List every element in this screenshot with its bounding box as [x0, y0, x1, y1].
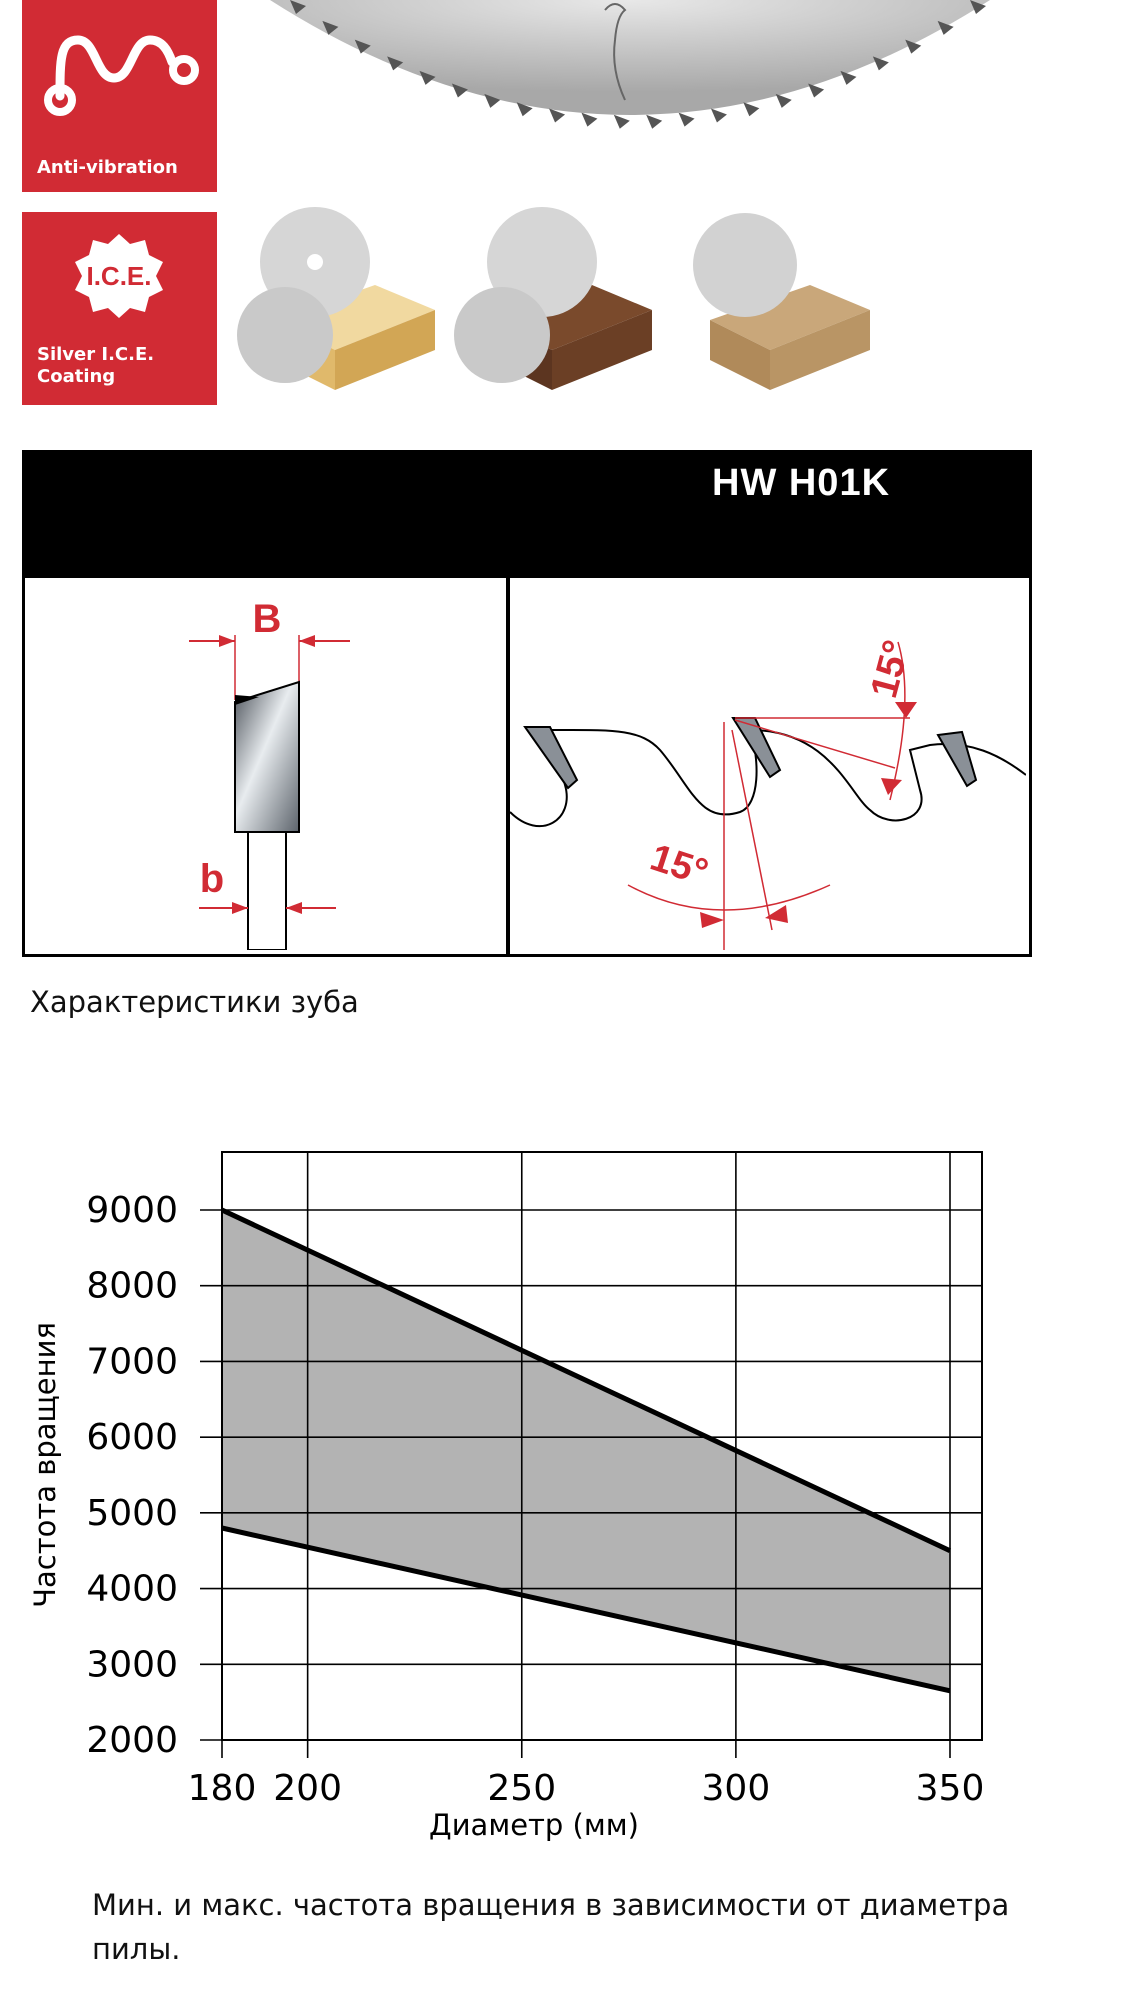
rpm-range-band — [222, 1210, 950, 1691]
x-tick-label: 200 — [273, 1768, 343, 1809]
rpm-band — [222, 1210, 950, 1691]
saw-tooth — [581, 113, 597, 127]
y-tick-label: 8000 — [86, 1265, 178, 1307]
x-tick-label: 300 — [701, 1768, 771, 1809]
hardwood-icon — [452, 200, 657, 412]
saw-tooth — [646, 115, 662, 129]
rpm-chart — [0, 1100, 1125, 1860]
tooth-header — [22, 450, 1032, 578]
y-tick-label: 6000 — [86, 1417, 178, 1459]
badge-label — [37, 344, 154, 388]
badge-label: Anti-vibration — [37, 157, 178, 178]
seal-text: I.C.E. — [86, 261, 152, 291]
tooth-angle-diagram — [510, 580, 1026, 950]
y-tick-label: 4000 — [86, 1568, 178, 1610]
silver-ice-coating-badge — [22, 212, 217, 405]
x-tick-labels — [188, 1768, 985, 1809]
badge-label-line: Silver I.C.E. — [37, 344, 155, 365]
kerf-label-b: b — [199, 857, 225, 901]
tooth-caption: Характеристики зуба — [30, 985, 359, 1019]
x-axis-label: Диаметр (мм) — [429, 1808, 639, 1842]
y-tick-label: 2000 — [86, 1720, 178, 1761]
y-tick-label: 3000 — [86, 1644, 178, 1686]
saw-blade-image — [250, 0, 1010, 130]
rake-angle-label: 15° — [645, 836, 713, 895]
softwood-icon — [235, 200, 440, 412]
y-tick-labels — [86, 1190, 178, 1761]
saw-tooth — [808, 83, 824, 97]
x-tick-label: 350 — [915, 1768, 985, 1809]
wave-icon — [22, 0, 217, 140]
saw-tooth — [614, 115, 630, 129]
tooth-geometry-panel — [22, 450, 1032, 960]
badge-label-line: Coating — [37, 366, 116, 387]
saw-tooth — [776, 94, 792, 108]
x-tick-label: 180 — [187, 1768, 257, 1809]
y-tick-label: 7000 — [86, 1341, 178, 1383]
saw-tooth — [711, 108, 727, 122]
saw-tooth — [743, 102, 759, 116]
plywood-icon — [670, 200, 875, 412]
saw-tooth — [840, 71, 856, 85]
anti-vibration-badge — [22, 0, 217, 192]
y-axis-label: Частота вращения — [28, 1322, 62, 1608]
saw-tooth — [679, 113, 695, 127]
clearance-angle-label: 15° — [863, 635, 919, 703]
ice-seal-icon — [22, 212, 217, 337]
y-tick-label: 9000 — [86, 1190, 178, 1231]
kerf-label-B: B — [252, 597, 282, 641]
x-tick-label: 250 — [487, 1768, 557, 1809]
tooth-title: HW H01K — [712, 462, 891, 504]
chart-caption: Мин. и макс. частота вращения в зависимости от диаметра пилы. — [92, 1888, 1010, 1966]
y-tick-label: 5000 — [86, 1492, 178, 1534]
kerf-width-diagram — [26, 580, 506, 950]
